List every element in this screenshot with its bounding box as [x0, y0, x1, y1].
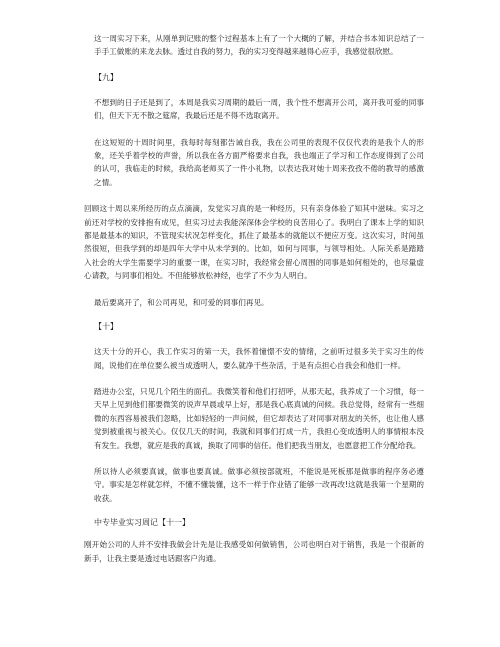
- paragraph-week-summary: 这一周实习下来，从刚单到记账的整个过程基本上有了一个大概的了解，并结合书本知识总结了一手手工做账的来龙去脉。透过自我的努力，我的实习变得越来越得心应手，我感觉很欣慰。: [94, 34, 424, 57]
- paragraph-last-week: 不想到的日子还是到了，本周是我实习周期的最后一周，我个性不想离开公司，离开我可爱的同事们，但天下无不散之筵席，我最后还是不得不选取离开。: [94, 97, 424, 121]
- paragraph-sincerity: 所以待人必须要真诚，做事也要真诚。做事必须按部就班，不能说是死板那是做事的程序务必遵守。事实是怎样就怎样，不懂不懂装懂，这不一样于作业错了能够一改再改!这就是我第一个星期的收获。: [94, 466, 424, 503]
- section-heading-eleven: 中专毕业实习周记【十一】: [94, 518, 190, 528]
- paragraph-first-day: 这天十分的开心，我工作实习的第一天，我怀着憧憬不安的情绪，之前听过很多关于实习生的传闻，说他们在单位要么被当成透明人，要么就净干些杂活，于是有点担心自我会和他们一样。: [94, 347, 424, 370]
- section-heading-ten: 【十】: [94, 322, 118, 332]
- section-heading-nine: 【九】: [94, 72, 118, 82]
- paragraph-farewell: 最后要离开了，和公司再见，和可爱的同事们再见。: [94, 297, 269, 307]
- paragraph-review: 回顾这十周以来所经历的点点滴滴，发觉实习真的是一种经历，只有亲身体验了知其中滋味。实习之前还对学校的安排抱有成见，但实习过去我能深深体会学校的良苦用心了。我明白了课本上学的知识都是最基本的知识，不管现实状况怎样变化，抓住了最基本的就能以不便应万变。这次实习，时间虽然很短，但我学到的却是四年大学中从未学到的。比如，如何与同事，与领导相处。人际关系是踏踏入社会的大学生需要学习的重要一课，在实习时，我经常会留心周围的同事是如何相处的，也尽量虚心请教，与同事们相处。不但能够放松神经，也学了不少为人明白。: [84, 204, 424, 281]
- paragraph-office: 踏进办公室，只见几个陌生的面孔。我微笑着和他们打招呼，从那天起，我养成了一个习惯，每一天早上见到他们都要微笑的说声早晨或早上好，那是我心底真诚的问候。我总觉得，经常有一些细微的东西容易被我们忽略，比如轻轻的一声问候，但它却表达了对同事对朋友的关怀，也让他人感觉到被重视与被关心。仅仅几天的时间，我就和同事们打成一片，我担心变成透明人的事情根本没有发生。我想，就应是我的真诚，换取了同事的信任。他们把我当朋友，也愿意把工作分配给我。: [94, 386, 424, 450]
- paragraph-ten-weeks: 在这短短的十周时间里，我每时每刻都告诫自我，我在公司里的表现不仅仅代表的是我个人的形象，还关乎着学校的声誉，所以我在各方面严格要求自我，我也端正了学习和工作态度得到了公司的认可，我临走的时候，我给高老师买了一件小礼物，以表达我对她十周来孜孜不倦的教导的感激之情。: [94, 137, 424, 187]
- paragraph-sales: 刚开始公司的人并不安排我做会计先是让我感受如何做销售，公司也明白对于销售，我是一个很新的新手，让我主要是透过电话跟客户沟通。: [84, 540, 424, 563]
